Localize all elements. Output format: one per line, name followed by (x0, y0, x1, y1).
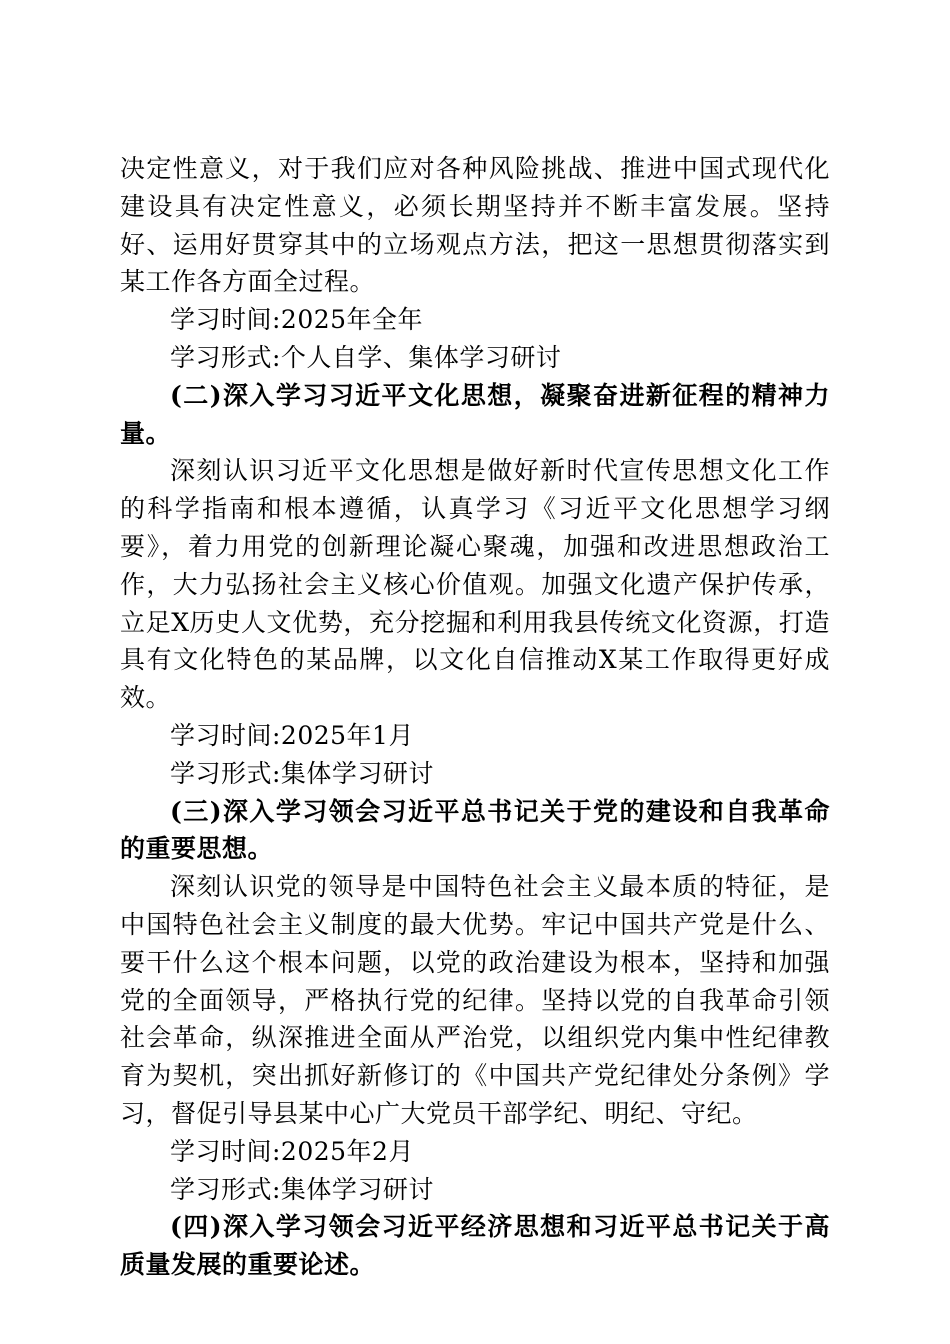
document-page (120, 150, 830, 1284)
study-format-3: 学习形式:集体学习研讨 (170, 1174, 434, 1204)
study-time-january: 学习时间:2025年1月 (170, 720, 414, 750)
study-format-2: 学习形式:集体学习研讨 (170, 758, 434, 788)
section-heading-2: (二)深入学习习近平文化思想，凝聚奋进新征程的精神力量。 (120, 380, 830, 448)
section-heading-4: (四)深入学习领会习近平经济思想和习近平总书记关于高质量发展的重要论述。 (120, 1212, 830, 1280)
body-paragraph-continued: 决定性意义，对于我们应对各种风险挑战、推进中国式现代化建设具有决定性意义，必须长期坚持并不断丰富发展。坚持好、运用好贯穿其中的立场观点方法，把这一思想贯彻落实到某工作各方面全过程。 (120, 154, 830, 297)
body-paragraph-culture: 深刻认识习近平文化思想是做好新时代宣传思想文化工作的科学指南和根本遵循，认真学习《习近平文化思想学习纲要》，着力用党的创新理论凝心聚魂，加强和改进思想政治工作，大力弘扬社会主义核心价值观。加强文化遗产保护传承，立足X历史人文优势，充分挖掘和利用我县传统文化资源，打造具有文化特色的某品牌，以文化自信推动X某工作取得更好成效。 (120, 456, 830, 713)
section-heading-3: (三)深入学习领会习近平总书记关于党的建设和自我革命的重要思想。 (120, 796, 830, 864)
study-format-1: 学习形式:个人自学、集体学习研讨 (170, 342, 562, 372)
study-time-all-year: 学习时间:2025年全年 (170, 305, 424, 335)
study-time-february: 学习时间:2025年2月 (170, 1136, 414, 1166)
body-paragraph-party-building: 深刻认识党的领导是中国特色社会主义最本质的特征，是中国特色社会主义制度的最大优势。牢记中国共产党是什么、要干什么这个根本问题，以党的政治建设为根本，坚持和加强党的全面领导，严格执行党的纪律。坚持以党的自我革命引领社会革命，纵深推进全面从严治党，以组织党内集中性纪律教育为契机，突出抓好新修订的《中国共产党纪律处分条例》学习，督促引导县某中心广大党员干部学纪、明纪、守纪。 (120, 872, 830, 1128)
